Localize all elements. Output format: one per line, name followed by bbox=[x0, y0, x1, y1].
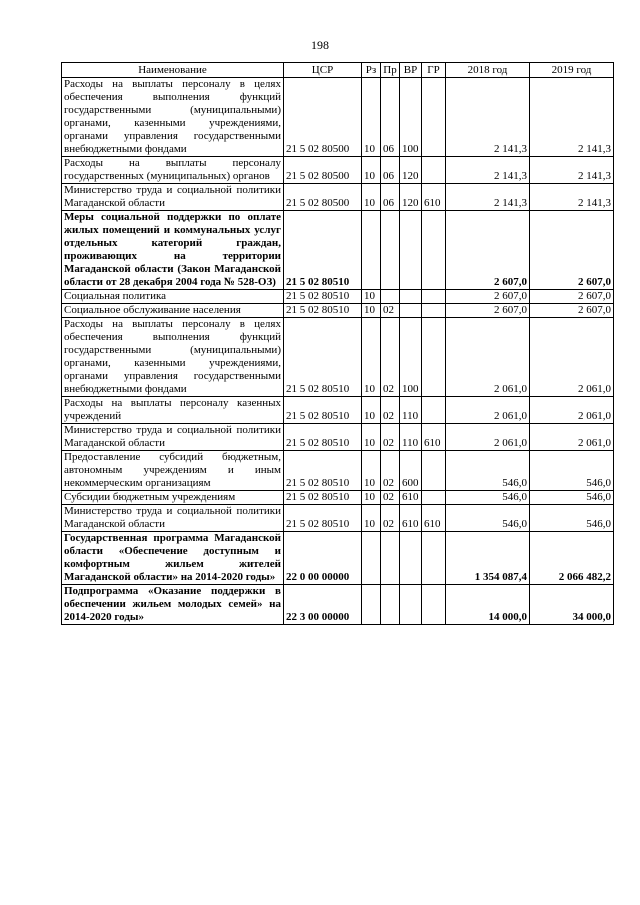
cell-y2018: 1 354 087,4 bbox=[446, 532, 530, 585]
cell-y2019: 2 066 482,2 bbox=[530, 532, 614, 585]
cell-y2019: 546,0 bbox=[530, 491, 614, 505]
cell-y2018: 2 061,0 bbox=[446, 318, 530, 397]
cell-y2019: 546,0 bbox=[530, 451, 614, 491]
cell-gr bbox=[422, 585, 446, 625]
cell-rz: 10 bbox=[362, 451, 381, 491]
cell-pr: 02 bbox=[381, 424, 400, 451]
cell-name: Министерство труда и социальной политики Магаданской области bbox=[62, 184, 284, 211]
cell-gr: 610 bbox=[422, 424, 446, 451]
header-csr: ЦСР bbox=[284, 63, 362, 78]
cell-gr: 610 bbox=[422, 184, 446, 211]
cell-csr: 21 5 02 80510 bbox=[284, 451, 362, 491]
cell-y2019: 546,0 bbox=[530, 505, 614, 532]
cell-y2019: 2 141,3 bbox=[530, 184, 614, 211]
cell-csr: 21 5 02 80510 bbox=[284, 491, 362, 505]
cell-vr: 110 bbox=[400, 424, 422, 451]
cell-pr: 02 bbox=[381, 397, 400, 424]
cell-gr bbox=[422, 157, 446, 184]
cell-gr bbox=[422, 318, 446, 397]
cell-gr bbox=[422, 451, 446, 491]
cell-y2019: 2 061,0 bbox=[530, 318, 614, 397]
cell-gr: 610 bbox=[422, 505, 446, 532]
cell-vr: 120 bbox=[400, 184, 422, 211]
cell-gr bbox=[422, 304, 446, 318]
cell-rz: 10 bbox=[362, 318, 381, 397]
cell-name: Министерство труда и социальной политики Магаданской области bbox=[62, 424, 284, 451]
table-row bbox=[62, 78, 614, 157]
cell-rz: 10 bbox=[362, 491, 381, 505]
cell-y2019: 2 607,0 bbox=[530, 211, 614, 290]
cell-rz: 10 bbox=[362, 304, 381, 318]
cell-gr bbox=[422, 290, 446, 304]
cell-vr: 100 bbox=[400, 78, 422, 157]
cell-csr: 21 5 02 80510 bbox=[284, 424, 362, 451]
cell-rz bbox=[362, 585, 381, 625]
cell-vr bbox=[400, 532, 422, 585]
cell-pr: 06 bbox=[381, 78, 400, 157]
cell-csr: 21 5 02 80510 bbox=[284, 304, 362, 318]
cell-pr bbox=[381, 585, 400, 625]
cell-csr: 21 5 02 80510 bbox=[284, 290, 362, 304]
cell-name: Предоставление субсидий бюджетным, автономным учреждениям и иным некоммерческим организациям bbox=[62, 451, 284, 491]
cell-y2018: 2 607,0 bbox=[446, 290, 530, 304]
cell-y2018: 2 607,0 bbox=[446, 304, 530, 318]
cell-vr bbox=[400, 304, 422, 318]
cell-vr bbox=[400, 211, 422, 290]
table-row bbox=[62, 290, 614, 304]
cell-y2018: 2 141,3 bbox=[446, 78, 530, 157]
cell-y2019: 2 141,3 bbox=[530, 78, 614, 157]
cell-y2018: 2 141,3 bbox=[446, 184, 530, 211]
table-row bbox=[62, 318, 614, 397]
cell-rz: 10 bbox=[362, 397, 381, 424]
cell-pr: 02 bbox=[381, 505, 400, 532]
cell-rz: 10 bbox=[362, 78, 381, 157]
cell-vr: 610 bbox=[400, 505, 422, 532]
cell-gr bbox=[422, 211, 446, 290]
cell-csr: 21 5 02 80500 bbox=[284, 157, 362, 184]
cell-y2018: 546,0 bbox=[446, 491, 530, 505]
table-row bbox=[62, 157, 614, 184]
cell-gr bbox=[422, 532, 446, 585]
cell-y2019: 2 061,0 bbox=[530, 397, 614, 424]
table-row bbox=[62, 585, 614, 625]
cell-y2018: 14 000,0 bbox=[446, 585, 530, 625]
cell-vr: 110 bbox=[400, 397, 422, 424]
cell-rz: 10 bbox=[362, 157, 381, 184]
cell-pr bbox=[381, 290, 400, 304]
table-row bbox=[62, 211, 614, 290]
cell-name: Министерство труда и социальной политики Магаданской области bbox=[62, 505, 284, 532]
cell-name: Расходы на выплаты персоналу в целях обеспечения выполнения функций государственными (муниципальными) органами, казенными учреждениями, органами управления государственными внебюджетными фондами bbox=[62, 318, 284, 397]
cell-csr: 21 5 02 80510 bbox=[284, 211, 362, 290]
budget-table bbox=[61, 62, 614, 625]
cell-vr bbox=[400, 290, 422, 304]
cell-name: Субсидии бюджетным учреждениям bbox=[62, 491, 284, 505]
cell-y2018: 546,0 bbox=[446, 451, 530, 491]
cell-csr: 22 0 00 00000 bbox=[284, 532, 362, 585]
cell-y2019: 2 607,0 bbox=[530, 304, 614, 318]
cell-name: Государственная программа Магаданской области «Обеспечение доступным и комфортным жильем жителей Магаданской области» на 2014-2020 годы» bbox=[62, 532, 284, 585]
cell-csr: 21 5 02 80510 bbox=[284, 397, 362, 424]
cell-y2019: 34 000,0 bbox=[530, 585, 614, 625]
cell-y2018: 2 061,0 bbox=[446, 397, 530, 424]
cell-vr: 610 bbox=[400, 491, 422, 505]
cell-pr bbox=[381, 532, 400, 585]
cell-pr: 02 bbox=[381, 451, 400, 491]
header-2018: 2018 год bbox=[446, 63, 530, 78]
cell-name: Социальное обслуживание населения bbox=[62, 304, 284, 318]
cell-y2018: 546,0 bbox=[446, 505, 530, 532]
cell-rz: 10 bbox=[362, 505, 381, 532]
cell-csr: 21 5 02 80510 bbox=[284, 505, 362, 532]
cell-name: Расходы на выплаты персоналу в целях обеспечения выполнения функций государственными (муниципальными) органами, казенными учреждениями, органами управления государственными внебюджетными фондами bbox=[62, 78, 284, 157]
cell-rz bbox=[362, 532, 381, 585]
cell-csr: 21 5 02 80510 bbox=[284, 318, 362, 397]
table-header-row bbox=[62, 63, 614, 78]
header-pr: Пр bbox=[381, 63, 400, 78]
cell-vr: 100 bbox=[400, 318, 422, 397]
cell-y2019: 2 141,3 bbox=[530, 157, 614, 184]
cell-pr: 06 bbox=[381, 184, 400, 211]
cell-y2018: 2 061,0 bbox=[446, 424, 530, 451]
cell-y2019: 2 607,0 bbox=[530, 290, 614, 304]
cell-rz: 10 bbox=[362, 424, 381, 451]
cell-csr: 21 5 02 80500 bbox=[284, 78, 362, 157]
cell-vr: 120 bbox=[400, 157, 422, 184]
table-row bbox=[62, 397, 614, 424]
cell-rz: 10 bbox=[362, 184, 381, 211]
table-row bbox=[62, 424, 614, 451]
header-rz: Рз bbox=[362, 63, 381, 78]
header-vr: ВР bbox=[400, 63, 422, 78]
cell-gr bbox=[422, 397, 446, 424]
table-row bbox=[62, 491, 614, 505]
cell-csr: 22 3 00 00000 bbox=[284, 585, 362, 625]
table-row bbox=[62, 532, 614, 585]
cell-vr: 600 bbox=[400, 451, 422, 491]
cell-y2019: 2 061,0 bbox=[530, 424, 614, 451]
cell-rz: 10 bbox=[362, 290, 381, 304]
header-name: Наименование bbox=[62, 63, 284, 78]
table-row bbox=[62, 505, 614, 532]
cell-y2018: 2 141,3 bbox=[446, 157, 530, 184]
cell-vr bbox=[400, 585, 422, 625]
cell-pr bbox=[381, 211, 400, 290]
cell-name: Подпрограмма «Оказание поддержки в обеспечении жильем молодых семей» на 2014-2020 годы» bbox=[62, 585, 284, 625]
table-row bbox=[62, 451, 614, 491]
cell-rz bbox=[362, 211, 381, 290]
cell-gr bbox=[422, 491, 446, 505]
cell-name: Расходы на выплаты персоналу государственных (муниципальных) органов bbox=[62, 157, 284, 184]
table-body bbox=[62, 78, 614, 625]
header-gr: ГР bbox=[422, 63, 446, 78]
cell-csr: 21 5 02 80500 bbox=[284, 184, 362, 211]
header-2019: 2019 год bbox=[530, 63, 614, 78]
table-row bbox=[62, 304, 614, 318]
cell-pr: 06 bbox=[381, 157, 400, 184]
cell-pr: 02 bbox=[381, 304, 400, 318]
cell-name: Социальная политика bbox=[62, 290, 284, 304]
cell-pr: 02 bbox=[381, 318, 400, 397]
cell-y2018: 2 607,0 bbox=[446, 211, 530, 290]
page-number: 198 bbox=[311, 38, 329, 52]
cell-name: Меры социальной поддержки по оплате жилых помещений и коммунальных услуг отдельных категорий граждан, проживающих на территории Магаданской области (Закон Магаданской области от 28 декабря 2004 года № 528-ОЗ) bbox=[62, 211, 284, 290]
cell-gr bbox=[422, 78, 446, 157]
table-row bbox=[62, 184, 614, 211]
cell-name: Расходы на выплаты персоналу казенных учреждений bbox=[62, 397, 284, 424]
cell-pr: 02 bbox=[381, 491, 400, 505]
